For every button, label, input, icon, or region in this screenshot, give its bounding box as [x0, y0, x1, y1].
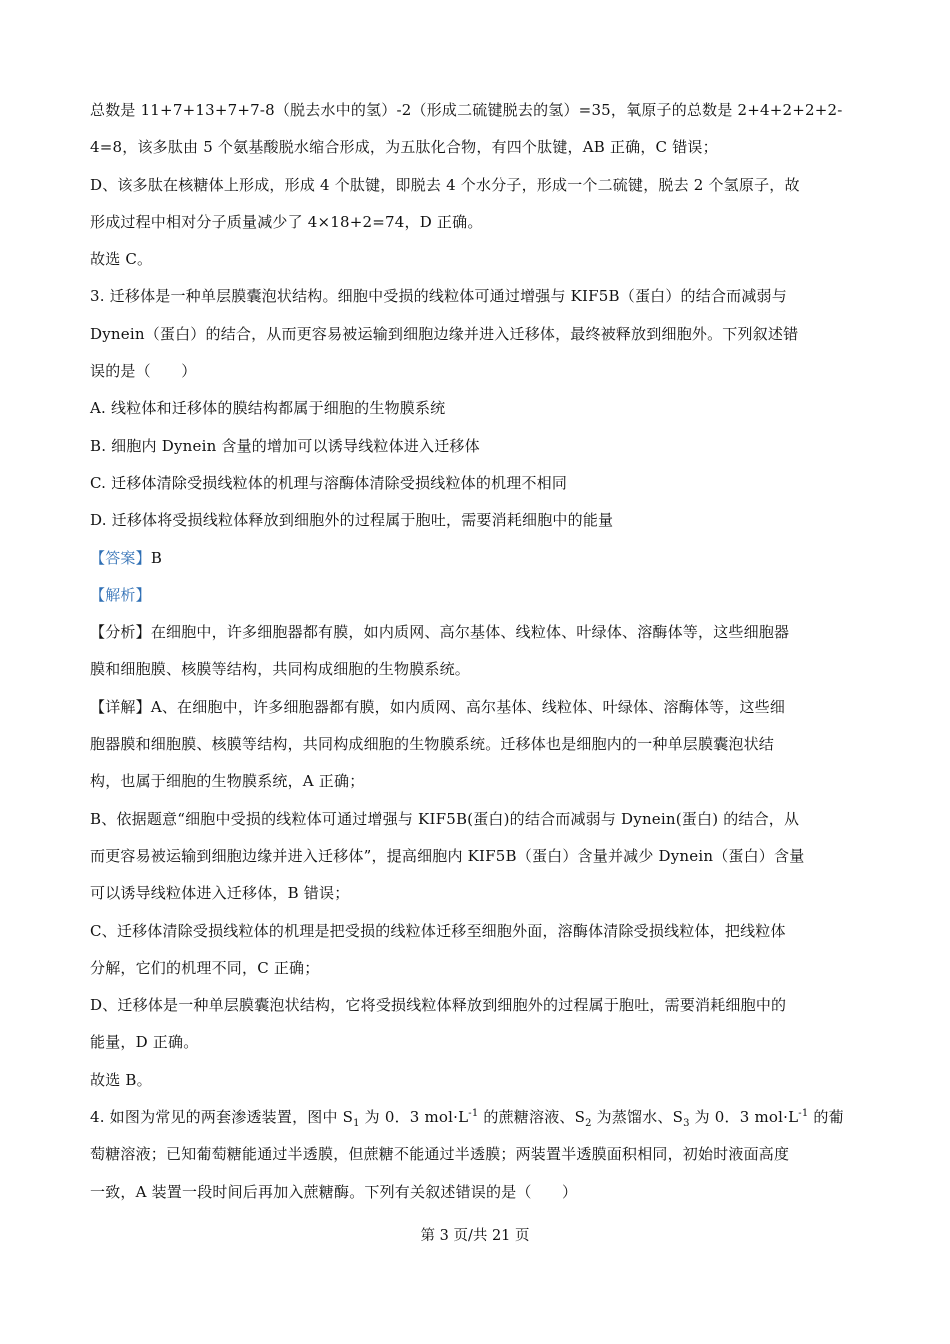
superscript: -1	[798, 1108, 809, 1120]
analysis-tag: 【解析】	[90, 585, 151, 604]
fenxi-text: 在细胞中，许多细胞器都有膜，如内质网、高尔基体、线粒体、叶绿体、溶酶体等，这些细胞器	[150, 623, 790, 642]
text-line: C、迁移体清除受损线粒体的机理是把受损的线粒体迁移至细胞外面，溶酶体清除受损线粒体，把线粒体	[90, 921, 786, 940]
text-line: 可以诱导线粒体进入迁移体，B 错误；	[90, 884, 350, 903]
text-line: D、迁移体是一种单层膜囊泡状结构，它将受损线粒体释放到细胞外的过程属于胞吐，需要消耗细胞中的	[90, 996, 787, 1015]
text-line: 故选 C。	[90, 250, 153, 269]
text-line: 胞器膜和细胞膜、核膜等结构，共同构成细胞的生物膜系统。迁移体也是细胞内的一种单层膜囊泡状结	[90, 735, 775, 754]
question-4-stem	[90, 1099, 860, 1136]
text-line: 而更容易被运输到细胞边缘并进入迁移体”，提高细胞内 KIF5B（蛋白）含量并减少 Dynein（蛋白）含量	[90, 846, 805, 865]
text-line: B、依据题意“细胞中受损的线粒体可通过增强与 KIF5B(蛋白)的结合而减弱与 Dynein(蛋白) 的结合，从	[90, 809, 800, 828]
question-3-stem: Dynein（蛋白）的结合，从而更容易被运输到细胞边缘并进入迁移体，最终被释放到细胞外。下列叙述错	[90, 324, 799, 343]
q4-text: 为 0．3 mol·L	[359, 1108, 469, 1127]
option-d: D. 迁移体将受损线粒体释放到细胞外的过程属于胞吐，需要消耗细胞中的能量	[90, 511, 614, 530]
subscript: 2	[585, 1118, 592, 1130]
q4-text: 4. 如图为常见的两套渗透装置，图中 S	[90, 1108, 354, 1127]
question-4-stem: 一致，A 装置一段时间后再加入蔗糖酶。下列有关叙述错误的是（ ）	[90, 1182, 578, 1201]
answer-line	[90, 540, 860, 577]
answer-value: B	[150, 548, 163, 567]
question-4-stem: 萄糖溶液；已知葡萄糖能通过半透膜，但蔗糖不能通过半透膜；两装置半透膜面积相同，初始时液面高度	[90, 1145, 790, 1164]
page-footer: 第 3 页/共 21 页	[420, 1228, 530, 1244]
document-body	[90, 92, 860, 1211]
analysis-line	[90, 577, 860, 614]
fenxi-line	[90, 614, 860, 651]
text-line: 膜和细胞膜、核膜等结构，共同构成细胞的生物膜系统。	[90, 660, 471, 679]
text-line: 总数是 11+7+13+7+7-8（脱去水中的氢）-2（形成二硫键脱去的氢）=35，氧原子的总数是 2+4+2+2+2-	[90, 101, 843, 119]
text-line: 形成过程中相对分子质量减少了 4×18+2=74，D 正确。	[90, 212, 483, 231]
q4-text: 的葡	[808, 1108, 844, 1127]
xiangjie-line	[90, 689, 860, 726]
text-line: 4=8，该多肽由 5 个氨基酸脱水缩合形成，为五肽化合物，有四个肽键，AB 正确，C 错误；	[90, 138, 718, 157]
q4-text: 为蒸馏水、S	[591, 1108, 684, 1127]
text-line: 构，也属于细胞的生物膜系统，A 正确；	[90, 772, 365, 791]
subscript: 1	[353, 1118, 360, 1130]
question-3-stem: 3. 迁移体是一种单层膜囊泡状结构。细胞中受损的线粒体可通过增强与 KIF5B（蛋白）的结合而减弱与	[90, 287, 787, 306]
q4-text: 为 0．3 mol·L	[689, 1108, 799, 1127]
answer-tag: 【答案】	[90, 548, 151, 567]
option-a: A. 线粒体和迁移体的膜结构都属于细胞的生物膜系统	[90, 399, 446, 418]
superscript: -1	[468, 1108, 479, 1120]
xiangjie-tag: 【详解】	[90, 697, 151, 716]
text-line: 故选 B。	[90, 1070, 152, 1089]
fenxi-tag: 【分析】	[90, 623, 151, 642]
option-c: C. 迁移体清除受损线粒体的机理与溶酶体清除受损线粒体的机理不相同	[90, 473, 568, 492]
xiangjie-text: A、在细胞中，许多细胞器都有膜，如内质网、高尔基体、线粒体、叶绿体、溶酶体等，这些细	[150, 697, 786, 716]
q4-text: 的蔗糖溶液、S	[478, 1108, 586, 1127]
text-line: 能量，D 正确。	[90, 1033, 199, 1052]
subscript: 3	[683, 1118, 690, 1130]
option-b: B. 细胞内 Dynein 含量的增加可以诱导线粒体进入迁移体	[90, 436, 480, 455]
text-line: 分解，它们的机理不同，C 正确；	[90, 958, 320, 977]
question-3-stem: 误的是（ ）	[90, 362, 197, 381]
text-line: D、该多肽在核糖体上形成，形成 4 个肽键，即脱去 4 个水分子，形成一个二硫键，脱去 2 个氢原子，故	[90, 175, 800, 194]
